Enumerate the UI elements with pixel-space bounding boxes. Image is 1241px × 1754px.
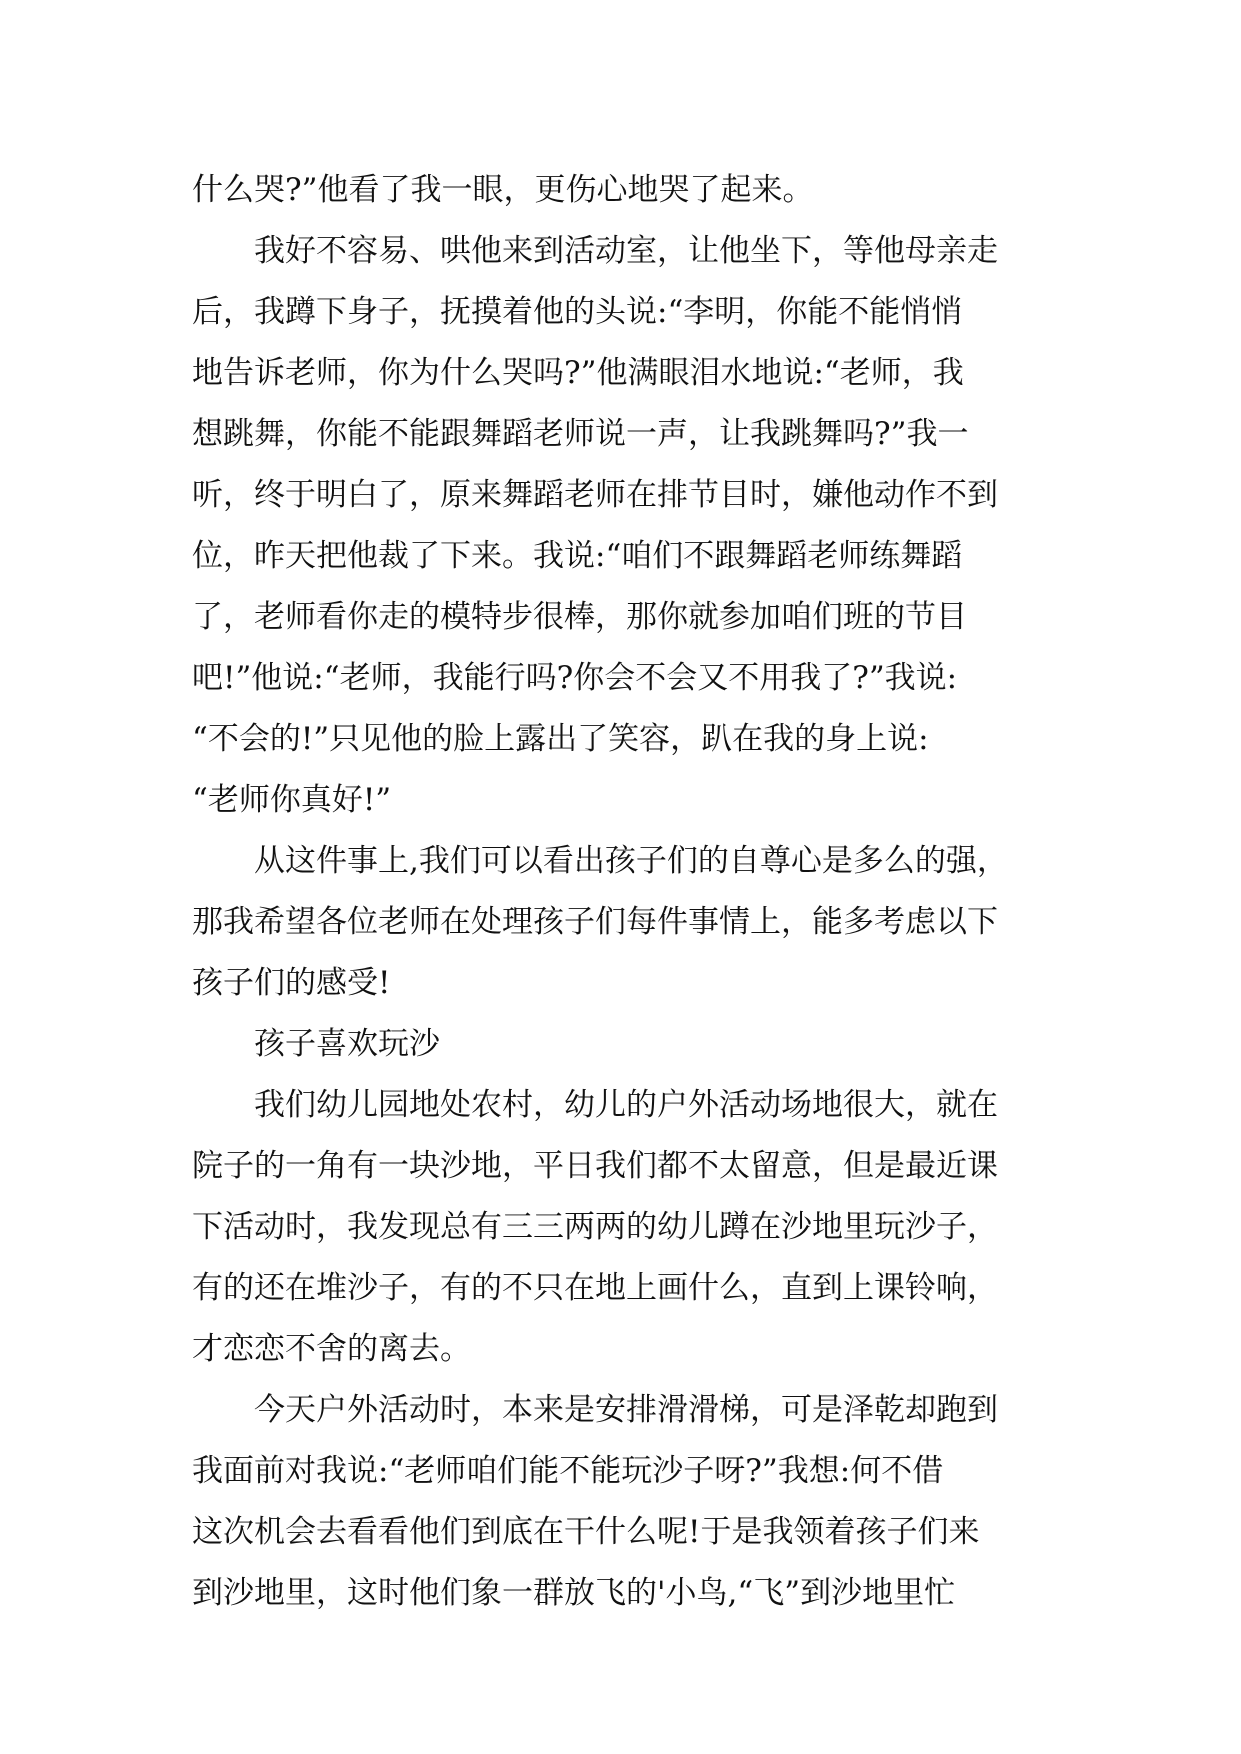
text-line: 了，老师看你走的模特步很棒，那你就参加咱们班的节目 [192,599,967,635]
body-text [192,160,1052,1624]
text-line: 这次机会去看看他们到底在干什么呢!于是我领着孩子们来 [192,1514,980,1550]
text-line: 才恋恋不舍的离去。 [192,1331,471,1367]
text-line: 后，我蹲下身子，抚摸着他的头说:“李明，你能不能悄悄 [192,294,963,330]
text-line: 吧!”他说:“老师，我能行吗?你会不会又不用我了?”我说: [192,660,958,696]
text-line: 听，终于明白了，原来舞蹈老师在排节目时，嫌他动作不到 [192,477,998,513]
text-line: 那我希望各位老师在处理孩子们每件事情上，能多考虑以下 [192,904,998,940]
text-line: 我们幼儿园地处农村，幼儿的户外活动场地很大，就在 [254,1087,998,1123]
text-line: 什么哭?”他看了我一眼，更伤心地哭了起来。 [192,172,814,208]
section-heading: 孩子喜欢玩沙 [254,1026,440,1062]
text-line: 想跳舞，你能不能跟舞蹈老师说一声，让我跳舞吗?”我一 [192,416,969,452]
text-line: 今天户外活动时，本来是安排滑滑梯，可是泽乾却跑到 [254,1392,998,1428]
text-line: 下活动时，我发现总有三三两两的幼儿蹲在沙地里玩沙子， [192,1209,998,1245]
text-line: 院子的一角有一块沙地，平日我们都不太留意，但是最近课 [192,1148,998,1184]
text-line: 位，昨天把他裁了下来。我说:“咱们不跟舞蹈老师练舞蹈 [192,538,963,574]
text-line: 我面前对我说:“老师咱们能不能玩沙子呀?”我想:何不借 [192,1453,944,1489]
text-line: 有的还在堆沙子，有的不只在地上画什么，直到上课铃响， [192,1270,998,1306]
text-line: 地告诉老师，你为什么哭吗?”他满眼泪水地说:“老师，我 [192,355,964,391]
text-line: “不会的!”只见他的脸上露出了笑容，趴在我的身上说: [192,721,929,757]
text-line: “老师你真好!” [192,782,392,818]
text-line: 孩子们的感受! [192,965,391,1001]
text-line: 从这件事上,我们可以看出孩子们的自尊心是多么的强， [254,843,1008,879]
text-line: 我好不容易、哄他来到活动室，让他坐下，等他母亲走 [254,233,998,269]
text-line: 到沙地里，这时他们象一群放飞的'小鸟,“飞”到沙地里忙 [192,1575,956,1611]
